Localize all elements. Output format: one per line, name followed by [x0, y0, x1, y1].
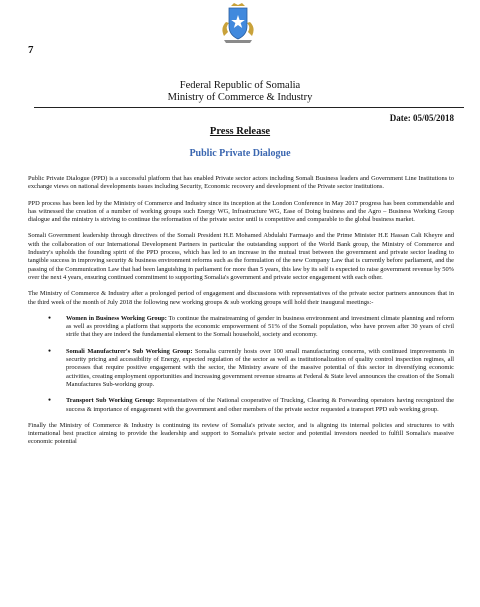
- list-item: [66, 348, 454, 389]
- bullet-text: Somalia currently hosts over 100 small manufacturing concerns, with continued improvements in security pricing and accessibility of Energy, expected regulation of the sector as well as institutionalization of quality control inspection regimes, all processes that require positive engagement with the sector, the Ministry aware of the massive potential of this sector in diversifying economic activities, creating employment opportunities and increasing government revenue streams at Federal & State level announces the creation of the Somali Manufactures Sub-working group.: [66, 347, 454, 388]
- page-title: Press Release: [209, 126, 271, 137]
- working-groups-list: [28, 315, 454, 414]
- paragraph: The Ministry of Commerce & Industry after a prolonged period of engagement and discussions with representatives of the private sector partners announces that in the third week of the month of July 2018 the following new working groups & sub working groups will hold their inaugural meetings:-: [28, 290, 454, 306]
- closing-paragraph: Finally the Ministry of Commerce & Industry is continuing its review of Somalia's private sector, and is aligning its internal policies and structures to with international best practice aiming to provide the leadership and support to Somalia's private sector and potential investors needed to fulfill Somalia's massive economic potential: [28, 421, 454, 446]
- header-country: Federal Republic of Somalia: [179, 80, 301, 91]
- paragraph: Somali Government leadership through directives of the Somali President H.E Mohamed Abdulahi Farmaajo and the Prime Minister H.E Hassan Cali Kheyre and with the collaboration of our International Development Partners in particular the outstanding support of the World Bank group, the Ministry of Commerce and Industry's upholds the founding spirit of the PPD process, which has led to an increase in the mutual trust between the government and private sector leading to tangible success in improving security & business environment reforms such as the formulation of the new Company Law that is currently before parliament, and the passing of the Communication Law that had been languishing in parliament for more than 5 years, this law by its self is expected to raise government revenue by 50% over the next 4 years, ensuring continued commitment to supporting Somalia's government and private sector engagement with each other.: [28, 232, 454, 281]
- list-item: [66, 315, 454, 340]
- bullet-heading: Somali Manufacturer's Sub Working Group:: [66, 347, 193, 355]
- bullet-text: To continue the mainstreaming of gender in business environment and investment climate planning and reform as well as providing a platform that supports the economic empowerment of 51% of the Somali population, who have proven after 30 years of civil strife that they are indeed the fundamental element to the Somali household, society and economy.: [66, 314, 454, 339]
- page-subtitle: Public Private Dialogue: [189, 148, 291, 159]
- bullet-text: Representatives of the National cooperative of Trucking, Clearing & Forwarding operators having recognized the success & importance of engagement with the government and other members of the private sector requested a transport PPD sub working group.: [66, 397, 454, 413]
- bullet-heading: Women in Business Working Group:: [66, 314, 167, 322]
- somalia-coat-of-arms-icon: [218, 2, 258, 46]
- document-body: [28, 175, 454, 455]
- paragraph: PPD process has been led by the Ministry of Commerce and Industry since its inception at the London Conference in May 2017 progress has been commendable and has witnessed the creation of a number of working groups such Energy WG, Infrastructure WG, Ease of Doing business and the Agro – Business Working Group dialogue and the ministry is striving to continue the reformation of the private sector until is competitive and comparable to the global business market.: [28, 199, 454, 224]
- page-number: 7: [28, 44, 34, 56]
- header-rule: [34, 107, 464, 108]
- release-date: Date: 05/05/2018: [389, 113, 454, 123]
- paragraph: Public Private Dialogue (PPD) is a successful platform that has enabled Private sector actors including Somali Business leaders and Government Line Institutions to exchange views on national developments issues including Security, Economic recovery and development of the Private sector institutions.: [28, 175, 454, 191]
- header-ministry: Ministry of Commerce & Industry: [167, 92, 313, 103]
- bullet-heading: Transport Sub Working Group:: [66, 397, 155, 405]
- list-item: [66, 397, 454, 414]
